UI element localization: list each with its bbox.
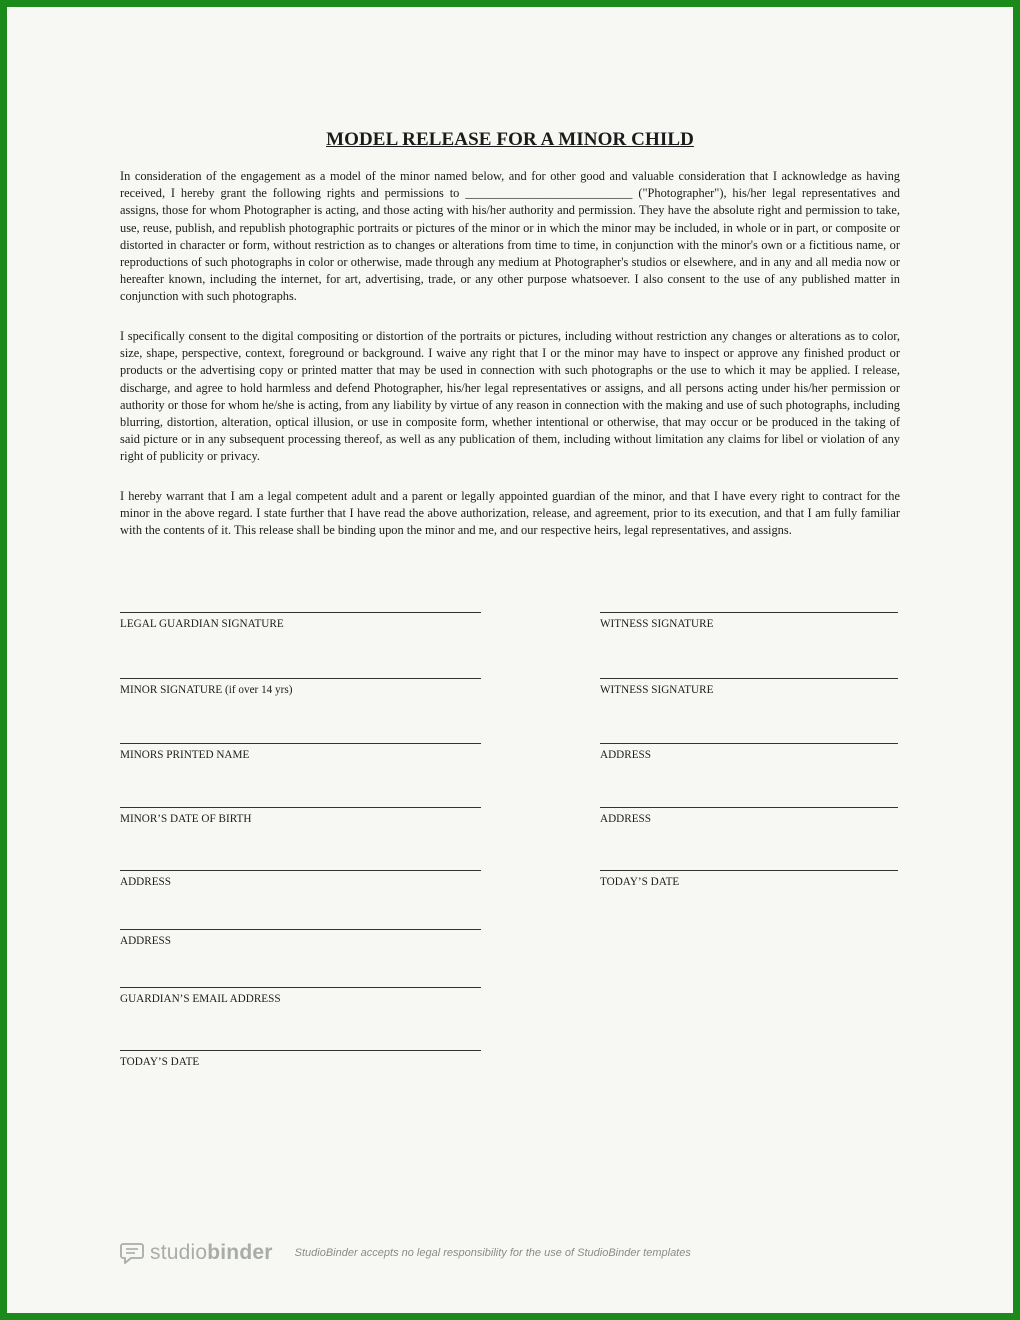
- speech-bubble-icon: [120, 1242, 144, 1264]
- signature-line: [120, 870, 481, 871]
- signature-label: MINOR SIGNATURE (if over 14 yrs): [120, 684, 293, 696]
- footer: [120, 1240, 691, 1266]
- paragraph-consideration: In consideration of the engagement as a model of the minor named below, and for other good and valuable consideration that I acknowledge as having received, I hereby grant the following rights and permissions to ___________________________ ("Photographer"), his/her legal representatives and assigns, those for whom Photographer is acting, and those acting with his/her authority and permission. They have the absolute right and permission to take, use, reuse, publish, and republish photographic portraits or pictures of the minor or in which the minor may be included, in whole or in part, or composite or distorted in character or form, without restriction as to changes or alterations from time to time, in conjunction with the minor's own or a fictitious name, or reproductions of such photographs in color or otherwise, made through any medium at Photographer's studios or elsewhere, and in any and all media now or hereafter known, including the internet, for art, advertising, trade, or any other purpose whatsoever. I also consent to the use of any published matter in conjunction with such photographs.: [120, 169, 900, 304]
- signature-label: MINOR’S DATE OF BIRTH: [120, 813, 252, 825]
- field-witness-address-2[interactable]: [600, 807, 898, 825]
- signature-label: LEGAL GUARDIAN SIGNATURE: [120, 618, 284, 630]
- field-witness-address-1[interactable]: [600, 743, 898, 761]
- field-guardian-email[interactable]: [120, 987, 481, 1005]
- field-minor-date-of-birth[interactable]: [120, 807, 481, 825]
- logo-suffix: binder: [207, 1241, 273, 1264]
- signature-line: [600, 678, 898, 679]
- logo-prefix: studio: [150, 1241, 208, 1264]
- signature-label: GUARDIAN’S EMAIL ADDRESS: [120, 993, 281, 1005]
- signature-line: [120, 678, 481, 679]
- signature-line: [600, 612, 898, 613]
- signature-field-minor[interactable]: [120, 678, 481, 696]
- signature-label: ADDRESS: [600, 749, 651, 761]
- signature-line: [600, 743, 898, 744]
- signature-label: TODAY’S DATE: [600, 876, 680, 888]
- signature-label: WITNESS SIGNATURE: [600, 618, 714, 630]
- document-page: [7, 7, 1013, 1313]
- field-address-1[interactable]: [120, 870, 481, 888]
- signature-line: [120, 929, 481, 930]
- footer-disclaimer: StudioBinder accepts no legal responsibility for the use of StudioBinder templates: [294, 1247, 691, 1259]
- signature-line: [600, 870, 898, 871]
- signature-field-witness-1[interactable]: [600, 612, 898, 630]
- signature-label: TODAY’S DATE: [120, 1056, 200, 1068]
- field-minor-printed-name[interactable]: [120, 743, 481, 761]
- studiobinder-logo: [150, 1241, 273, 1265]
- signature-field-witness-2[interactable]: [600, 678, 898, 696]
- signature-field-guardian[interactable]: [120, 612, 481, 630]
- signature-label: WITNESS SIGNATURE: [600, 684, 714, 696]
- field-todays-date-right[interactable]: [600, 870, 898, 888]
- signature-label: ADDRESS: [600, 813, 651, 825]
- signature-line: [600, 807, 898, 808]
- signature-line: [120, 807, 481, 808]
- paragraph-consent: I specifically consent to the digital compositing or distortion of the portraits or pictures, including without restriction any changes or alterations as to color, size, shape, perspective, context, foreground or background. I waive any right that I or the minor may have to inspect or approve any finished product or products or the advertising copy or printed matter that may be used in connection with such photographs or the use to which it may be applied. I release, discharge, and agree to hold harmless and defend Photographer, his/her legal representatives or assigns, and all persons acting under his/her permission or authority or those for whom he/she is acting, from any liability by virtue of any reason in connection with the making and use of such photographs, including blurring, distortion, alteration, optical illusion, or use in composite form, whether intentional or otherwise, that may occur or be produced in the taking of said picture or in any subsequent processing thereof, as well as any publication of them, including without limitation any claims for libel or violation of any right of publicity or privacy.: [120, 329, 900, 464]
- signature-line: [120, 987, 481, 988]
- signature-line: [120, 1050, 481, 1051]
- field-todays-date-left[interactable]: [120, 1050, 481, 1068]
- signature-label: MINORS PRINTED NAME: [120, 749, 250, 761]
- signature-line: [120, 743, 481, 744]
- document-title: MODEL RELEASE FOR A MINOR CHILD: [326, 129, 694, 150]
- signature-label: ADDRESS: [120, 935, 171, 947]
- signature-label: ADDRESS: [120, 876, 171, 888]
- field-address-2[interactable]: [120, 929, 481, 947]
- signature-line: [120, 612, 481, 613]
- paragraph-warranty: I hereby warrant that I am a legal competent adult and a parent or legally appointed guardian of the minor, and that I have every right to contract for the minor in the above regard. I state further that I have read the above authorization, release, and agreement, prior to its execution, and that I am fully familiar with the contents of it. This release shall be binding upon the minor and me, and our respective heirs, legal representatives, and assigns.: [120, 489, 900, 538]
